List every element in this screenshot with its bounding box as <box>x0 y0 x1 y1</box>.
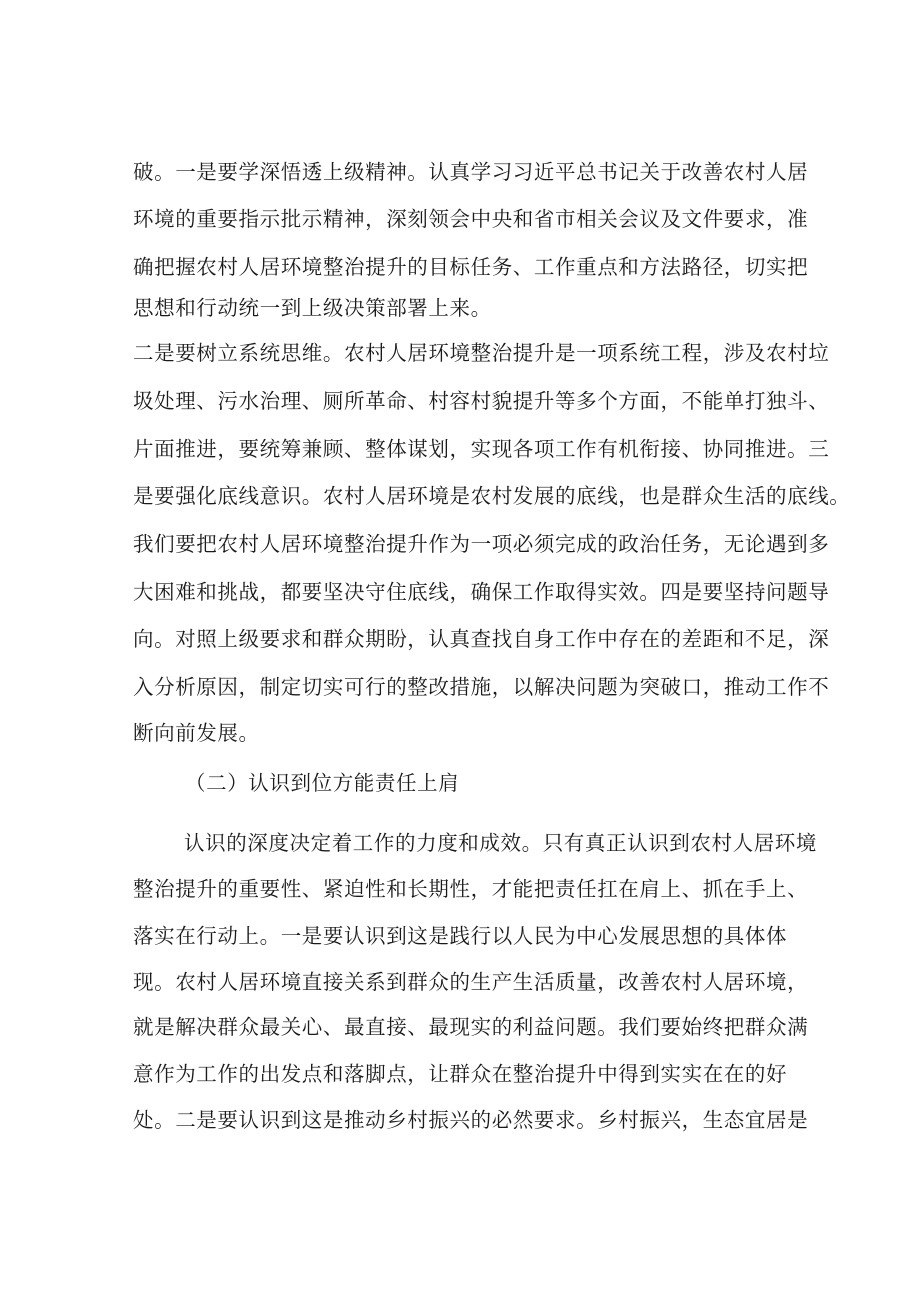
text-line: 是要强化底线意识。农村人居环境是农村发展的底线，也是群众生活的底线。 <box>133 484 851 508</box>
text-line: 意作为工作的出发点和落脚点，让群众在整治提升中得到实实在在的好 <box>133 1062 788 1086</box>
text-line: 就是解决群众最关心、最直接、最现实的利益问题。我们要始终把群众满 <box>133 1015 809 1039</box>
text-line: 环境的重要指示批示精神，深刻领会中央和省市相关会议及文件要求，准 <box>133 207 809 231</box>
text-line: 认识的深度决定着工作的力度和成效。只有真正认识到农村人居环境 <box>184 831 817 855</box>
text-line: 入分析原因，制定切实可行的整改措施，以解决问题为突破口，推动工作不 <box>133 675 830 699</box>
text-line: 二是要树立系统思维。农村人居环境整治提升是一项系统工程，涉及农村垃 <box>133 341 830 365</box>
text-line: 破。一是要学深悟透上级精神。认真学习习近平总书记关于改善农村人居 <box>133 160 809 184</box>
text-line: 圾处理、污水治理、厕所革命、村容村貌提升等多个方面，不能单打独斗、 <box>133 389 830 413</box>
text-line: 大困难和挑战，都要坚决守住底线，确保工作取得实效。四是要坚持问题导 <box>133 580 830 604</box>
text-line: 思想和行动统一到上级决策部署上来。 <box>133 296 492 320</box>
text-line: 向。对照上级要求和群众期盼，认真查找自身工作中存在的差距和不足，深 <box>133 627 830 651</box>
text-line: 断向前发展。 <box>133 721 260 745</box>
section-heading: （二）认识到位方能责任上肩 <box>185 771 460 795</box>
text-line: 处。二是要认识到这是推动乡村振兴的必然要求。乡村振兴，生态宜居是 <box>133 1108 809 1132</box>
text-line: 片面推进，要统筹兼顾、整体谋划，实现各项工作有机衔接、协同推进。三 <box>133 437 830 461</box>
text-line: 落实在行动上。一是要认识到这是践行以人民为中心发展思想的具体体 <box>133 924 788 948</box>
text-line: 确把握农村人居环境整治提升的目标任务、工作重点和方法路径，切实把 <box>133 255 809 279</box>
text-line: 我们要把农村人居环境整治提升作为一项必须完成的政治任务，无论遇到多 <box>133 532 830 556</box>
text-line: 现。农村人居环境直接关系到群众的生产生活质量，改善农村人居环境， <box>133 970 809 994</box>
text-line: 整治提升的重要性、紧迫性和长期性，才能把责任扛在肩上、抓在手上、 <box>133 877 809 901</box>
